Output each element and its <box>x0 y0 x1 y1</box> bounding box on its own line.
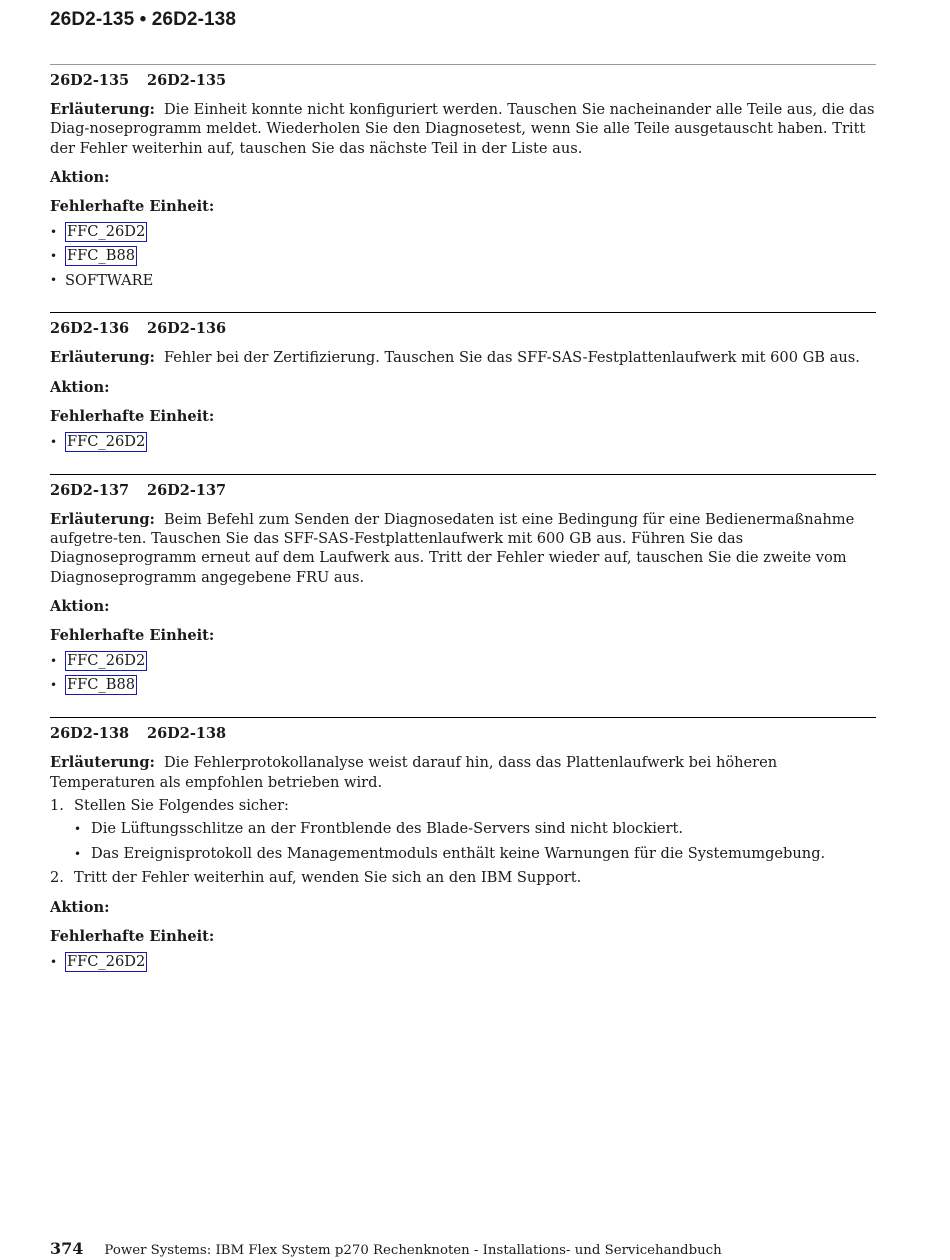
page-number: 374 <box>50 1239 84 1258</box>
fru-link[interactable]: FFC_26D2 <box>67 952 146 970</box>
list-item <box>50 649 876 673</box>
entry-26d2-136 <box>50 312 876 453</box>
list-item <box>50 430 876 454</box>
step-text: Tritt der Fehler weiterhin auf, wenden Sie sich an den IBM Support. <box>74 869 582 887</box>
fru-link[interactable]: FFC_26D2 <box>67 652 146 670</box>
page-title: 26D2-135 • 26D2-138 <box>50 9 237 30</box>
bullet-icon: • <box>74 846 82 861</box>
explanation-text: Die Fehlerprotokollanalyse weist darauf hin, dass das Plattenlaufwerk bei höheren Temperaturen als empfohlen betrieben wird. <box>50 754 778 791</box>
explanation-label: Erläuterung: <box>50 754 155 772</box>
bullet-icon: • <box>50 225 58 240</box>
failing-unit-label: Fehlerhafte Einheit: <box>50 407 215 425</box>
step-item <box>50 796 876 864</box>
entry-26d2-137 <box>50 474 876 698</box>
entry-code: 26D2-135 <box>50 72 130 89</box>
failing-unit-label: Fehlerhafte Einheit: <box>50 627 215 645</box>
explanation-text: Fehler bei der Zertifizierung. Tauschen Sie das SFF-SAS-Festplattenlaufwerk mit 600 GB aus. <box>163 349 860 367</box>
entry-code-line <box>50 72 876 92</box>
explanation-text: Beim Befehl zum Senden der Diagnosedaten ist eine Bedingung für eine Bedienermaßnahme aufgetre-ten. Tauschen Sie das SFF-SAS-Festplattenlaufwerk mit 600 GB aus. Führen Sie das Diagnoseprogramm erneut auf dem Laufwerk aus. Tritt der Fehler wieder auf, tauschen Sie die zweite vom Diagnoseprogramm angegebene FRU aus. <box>50 510 855 586</box>
fru-list <box>50 649 876 697</box>
entry-code-line <box>50 482 876 502</box>
explanation-label: Erläuterung: <box>50 349 155 367</box>
entry-code-repeat: 26D2-135 <box>147 72 227 89</box>
list-item <box>50 950 876 974</box>
bullet-icon: • <box>50 249 58 264</box>
action-label: Aktion: <box>50 898 110 916</box>
list-item <box>74 819 876 839</box>
step-number: 1. <box>50 797 64 815</box>
explanation <box>50 753 876 792</box>
entry-code: 26D2-137 <box>50 481 130 499</box>
step-list <box>50 796 876 888</box>
sub-list <box>74 819 876 864</box>
entry-code-repeat: 26D2-136 <box>147 320 227 338</box>
list-item <box>50 220 876 244</box>
explanation-label: Erläuterung: <box>50 510 155 528</box>
book-title: Power Systems: IBM Flex System p270 Rechenknoten - Installations- und Servicehandbuch <box>104 1243 722 1258</box>
list-item <box>50 673 876 697</box>
bullet-icon: • <box>74 822 82 837</box>
fru-link[interactable]: FFC_B88 <box>67 676 136 694</box>
action-label: Aktion: <box>50 169 110 187</box>
explanation-label: Erläuterung: <box>50 101 155 118</box>
entry-26d2-135 <box>50 64 876 292</box>
bullet-icon: • <box>50 434 58 449</box>
bullet-icon: • <box>50 654 58 669</box>
fru-list <box>50 430 876 454</box>
explanation <box>50 348 876 367</box>
fru-link[interactable]: FFC_26D2 <box>67 223 146 241</box>
action-label: Aktion: <box>50 378 110 396</box>
failing-unit-label: Fehlerhafte Einheit: <box>50 927 215 945</box>
bullet-icon: • <box>50 954 58 969</box>
fru-link[interactable]: FFC_B88 <box>67 247 136 265</box>
bullet-icon: • <box>50 273 58 288</box>
entry-code: 26D2-136 <box>50 320 130 338</box>
bullet-icon: • <box>50 678 58 693</box>
step-text: Stellen Sie Folgendes sicher: <box>74 797 289 815</box>
entry-code-line <box>50 725 876 745</box>
entry-code-repeat: 26D2-138 <box>147 725 227 743</box>
explanation <box>50 510 876 588</box>
page <box>50 0 876 974</box>
fru-list <box>50 950 876 974</box>
fru-link[interactable]: FFC_26D2 <box>67 432 146 450</box>
sub-item-text: Die Lüftungsschlitze an der Frontblende des Blade-Servers sind nicht blockiert. <box>91 820 683 838</box>
entry-26d2-138 <box>50 717 876 973</box>
list-item <box>74 844 876 864</box>
action-label: Aktion: <box>50 598 110 616</box>
fru-text: SOFTWARE <box>65 271 154 289</box>
explanation <box>50 100 876 158</box>
sub-item-text: Das Ereignisprotokoll des Managementmoduls enthält keine Warnungen für die Systemumgebung. <box>91 844 826 862</box>
page-footer <box>50 1239 722 1258</box>
list-item <box>50 244 876 268</box>
entry-code: 26D2-138 <box>50 725 130 743</box>
list-item <box>50 268 876 292</box>
fru-list <box>50 220 876 292</box>
entry-code-line <box>50 320 876 340</box>
explanation-text: Die Einheit konnte nicht konfiguriert werden. Tauschen Sie nacheinander alle Teile aus, die das Diag-noseprogramm meldet. Wiederholen Sie den Diagnosetest, wenn Sie alle Teile ausgetauscht haben. Tritt der Fehler weiterhin auf, tauschen Sie das nächste Teil in der Liste aus. <box>50 101 875 157</box>
entry-code-repeat: 26D2-137 <box>147 481 227 499</box>
failing-unit-label: Fehlerhafte Einheit: <box>50 198 215 216</box>
step-item <box>50 868 876 887</box>
step-number: 2. <box>50 869 64 887</box>
